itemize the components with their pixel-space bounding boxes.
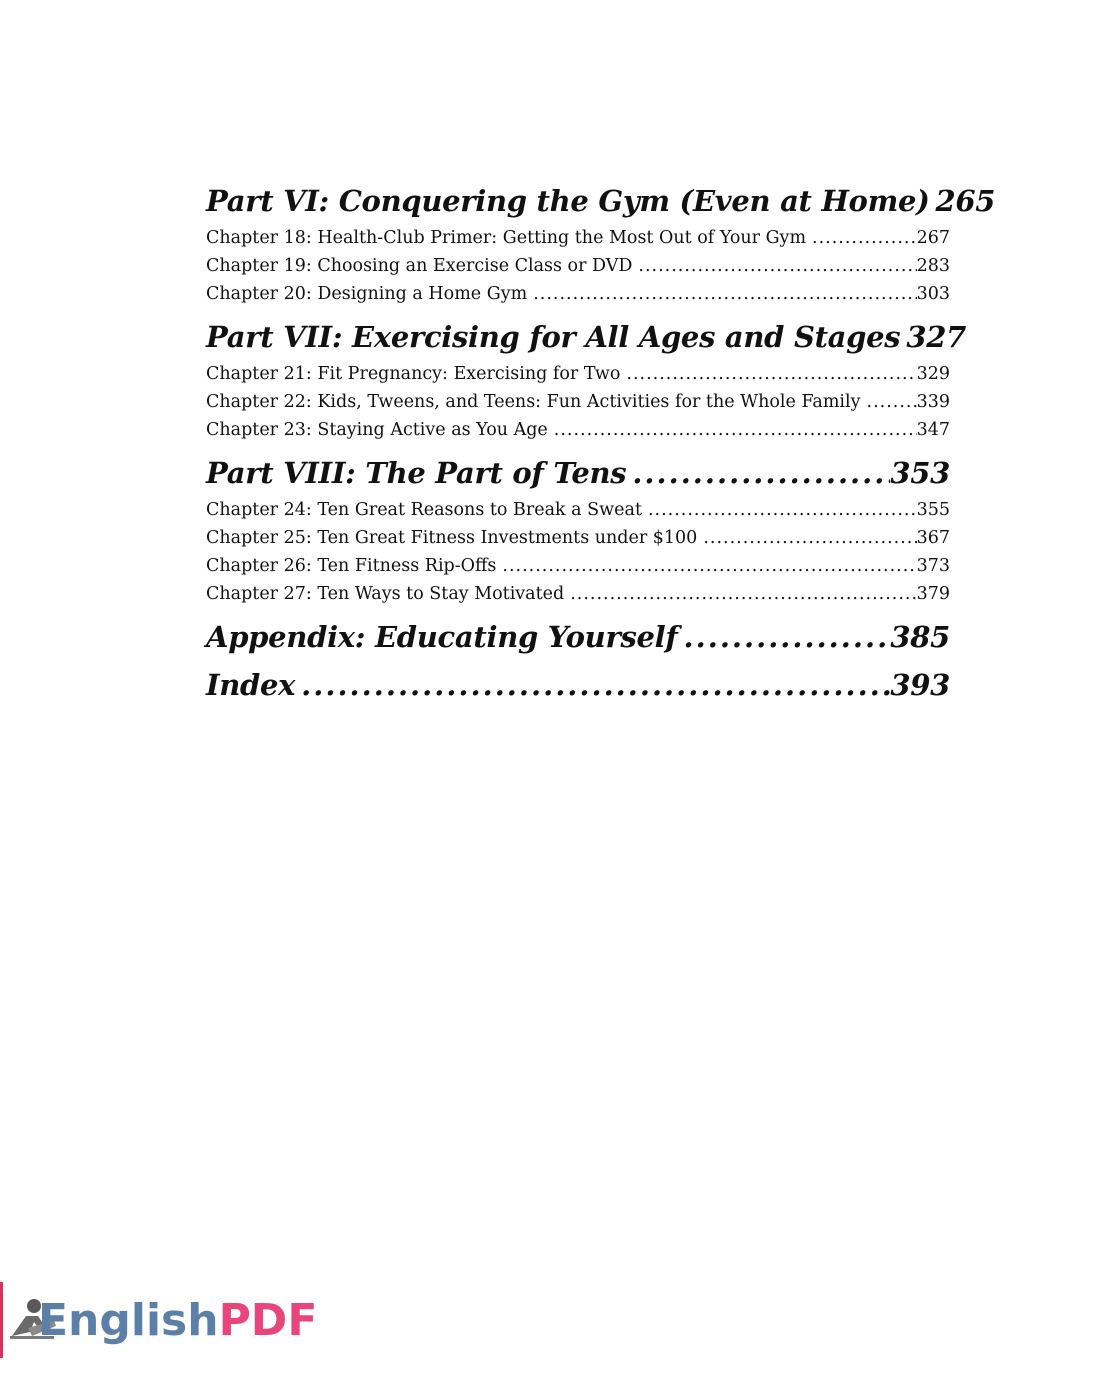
toc-chapter-19[interactable] xyxy=(206,252,950,280)
dot-leader xyxy=(703,524,916,552)
dot-leader xyxy=(632,450,890,496)
logo-wordmark xyxy=(38,1296,317,1346)
page-number: 265 xyxy=(935,184,996,218)
page-number: 385 xyxy=(890,620,950,654)
dot-leader xyxy=(533,280,916,308)
toc-appendix[interactable] xyxy=(206,614,950,660)
chapter-title: Chapter 24: Ten Great Reasons to Break a Sweat xyxy=(206,500,642,520)
toc-part-7[interactable] xyxy=(206,314,966,360)
dot-leader xyxy=(570,580,916,608)
dot-leader xyxy=(867,388,917,416)
toc-part-8[interactable] xyxy=(206,450,950,496)
page-number: 303 xyxy=(916,284,950,304)
chapter-title: Chapter 25: Ten Great Fitness Investments under $100 xyxy=(206,528,698,548)
page-number: 347 xyxy=(916,420,950,440)
englishpdf-logo xyxy=(0,1282,318,1358)
part-title: Appendix: Educating Yourself xyxy=(206,620,678,654)
page-number: 339 xyxy=(916,392,950,412)
dot-leader xyxy=(648,496,917,524)
dot-leader xyxy=(554,416,917,444)
chapter-title: Chapter 26: Ten Fitness Rip-Offs xyxy=(206,556,497,576)
toc-chapter-21[interactable] xyxy=(206,360,950,388)
chapter-title: Chapter 23: Staying Active as You Age xyxy=(206,420,548,440)
part-title: Index xyxy=(206,668,296,702)
page-number: 353 xyxy=(890,456,950,490)
toc-chapter-20[interactable] xyxy=(206,280,950,308)
dot-leader xyxy=(626,360,916,388)
chapter-title: Chapter 22: Kids, Tweens, and Teens: Fun Activities for the Whole Family xyxy=(206,392,861,412)
toc-part-6[interactable] xyxy=(206,178,996,224)
toc-chapter-22[interactable] xyxy=(206,388,950,416)
page-number: 283 xyxy=(916,256,950,276)
dot-leader xyxy=(812,224,917,252)
dot-leader xyxy=(638,252,916,280)
toc-chapter-25[interactable] xyxy=(206,524,950,552)
page-number: 355 xyxy=(916,500,950,520)
chapter-title: Chapter 27: Ten Ways to Stay Motivated xyxy=(206,584,565,604)
logo-word-english: English xyxy=(38,1295,219,1346)
dot-leader xyxy=(301,662,890,708)
chapter-title: Chapter 19: Choosing an Exercise Class or DVD xyxy=(206,256,633,276)
toc-chapter-24[interactable] xyxy=(206,496,950,524)
part-title: Part VIII: The Part of Tens xyxy=(206,456,627,490)
toc-chapter-18[interactable] xyxy=(206,224,950,252)
chapter-title: Chapter 21: Fit Pregnancy: Exercising for Two xyxy=(206,364,621,384)
chapter-title: Chapter 20: Designing a Home Gym xyxy=(206,284,528,304)
logo-accent-bar xyxy=(0,1282,3,1358)
part-title: Part VII: Exercising for All Ages and Stages xyxy=(206,320,901,354)
dot-leader xyxy=(502,552,916,580)
page-number: 267 xyxy=(916,228,950,248)
page-number: 393 xyxy=(890,668,950,702)
toc-chapter-23[interactable] xyxy=(206,416,950,444)
dot-leader xyxy=(684,614,891,660)
chapter-title: Chapter 18: Health-Club Primer: Getting the Most Out of Your Gym xyxy=(206,228,807,248)
logo-word-pdf: PDF xyxy=(218,1295,318,1346)
page-number: 373 xyxy=(916,556,950,576)
toc-chapter-27[interactable] xyxy=(206,580,950,608)
toc-chapter-26[interactable] xyxy=(206,552,950,580)
toc-index[interactable] xyxy=(206,662,950,708)
page-number: 329 xyxy=(916,364,950,384)
part-title: Part VI: Conquering the Gym (Even at Home) xyxy=(206,184,930,218)
page-number: 327 xyxy=(906,320,966,354)
page-number: 379 xyxy=(916,584,950,604)
table-of-contents xyxy=(206,178,996,708)
page-number: 367 xyxy=(916,528,950,548)
